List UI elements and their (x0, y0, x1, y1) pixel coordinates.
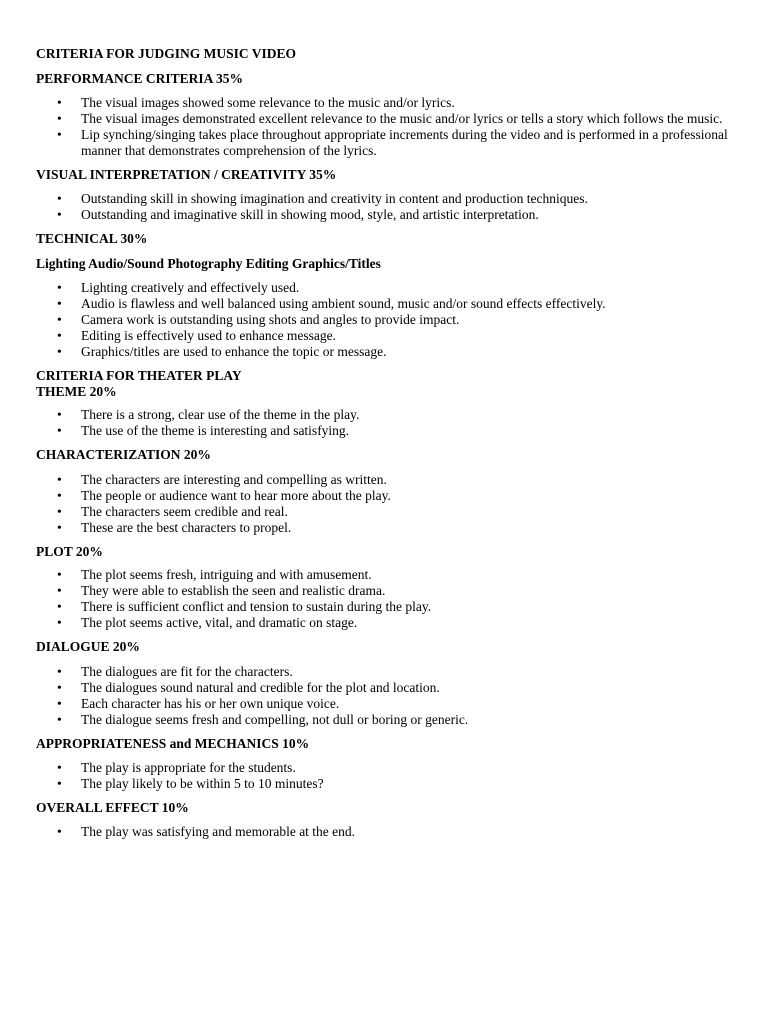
list-item-text: Outstanding and imaginative skill in showing mood, style, and artistic interpretation. (81, 207, 539, 222)
list-item-text: Graphics/titles are used to enhance the topic or message. (81, 344, 387, 359)
list-item (36, 407, 728, 423)
list-item (36, 111, 728, 127)
bullet-icon: • (57, 712, 62, 727)
bullet-list (36, 407, 728, 439)
bullet-icon: • (57, 680, 62, 695)
bullet-list (36, 191, 728, 223)
section-characterization (36, 447, 728, 536)
list-item (36, 312, 728, 328)
list-item-text: The play likely to be within 5 to 10 minutes? (81, 776, 324, 791)
list-item-text: The dialogue seems fresh and compelling, not dull or boring or generic. (81, 712, 469, 727)
list-item (36, 95, 728, 111)
list-item-text: The visual images showed some relevance to the music and/or lyrics. (81, 95, 455, 110)
bullet-icon: • (57, 520, 62, 535)
list-item (36, 127, 728, 159)
list-item (36, 207, 728, 223)
bullet-icon: • (57, 504, 62, 519)
bullet-icon: • (57, 472, 62, 487)
list-item-text: Outstanding skill in showing imagination and creativity in content and production techniques. (81, 191, 588, 206)
section-plot (36, 544, 728, 631)
bullet-icon: • (57, 760, 62, 775)
bullet-list (36, 95, 728, 159)
list-item-text: Audio is flawless and well balanced using ambient sound, music and/or sound effects effectively. (81, 296, 606, 311)
list-item (36, 824, 728, 840)
list-item-text: Each character has his or her own unique voice. (81, 696, 340, 711)
list-item-text: There is a strong, clear use of the theme in the play. (81, 407, 360, 422)
bullet-icon: • (57, 312, 62, 327)
list-item (36, 280, 728, 296)
section-subheading: Lighting Audio/Sound Photography Editing Graphics/Titles (36, 256, 381, 271)
section-technical (36, 231, 728, 360)
section-heading: APPROPRIATENESS and MECHANICS 10% (36, 736, 310, 751)
bullet-list (36, 472, 728, 536)
bullet-list (36, 567, 728, 631)
bullet-icon: • (57, 207, 62, 222)
bullet-icon: • (57, 615, 62, 630)
list-item (36, 296, 728, 312)
section-heading: DIALOGUE 20% (36, 639, 140, 654)
list-item (36, 615, 728, 631)
list-item-text: The visual images demonstrated excellent relevance to the music and/or lyrics or tells a story which follows the music. (81, 111, 723, 126)
list-item (36, 520, 728, 536)
list-item-text: Lip synching/singing takes place throughout appropriate increments during the video and is performed in a professional manner that demonstrates comprehension of the lyrics. (81, 127, 728, 158)
bullet-icon: • (57, 599, 62, 614)
list-item (36, 696, 728, 712)
section-heading: TECHNICAL 30% (36, 231, 148, 246)
bullet-list (36, 280, 728, 360)
section-heading: OVERALL EFFECT 10% (36, 800, 189, 815)
bullet-icon: • (57, 696, 62, 711)
bullet-icon: • (57, 191, 62, 206)
bullet-icon: • (57, 776, 62, 791)
bullet-icon: • (57, 488, 62, 503)
list-item-text: The use of the theme is interesting and satisfying. (81, 423, 350, 438)
list-item-text: The people or audience want to hear more about the play. (81, 488, 391, 503)
bullet-list (36, 824, 728, 840)
bullet-icon: • (57, 407, 62, 422)
bullet-icon: • (57, 664, 62, 679)
section-appropriateness (36, 736, 728, 792)
list-item-text: These are the best characters to propel. (81, 520, 292, 535)
section-dialogue (36, 639, 728, 728)
bullet-icon: • (57, 280, 62, 295)
section-overall-effect (36, 800, 728, 840)
theater-title: CRITERIA FOR THEATER PLAY (36, 368, 242, 383)
section-heading: PERFORMANCE CRITERIA 35% (36, 71, 244, 86)
list-item (36, 712, 728, 728)
list-item (36, 472, 728, 488)
list-item-text: Editing is effectively used to enhance message. (81, 328, 337, 343)
section-heading: PLOT 20% (36, 544, 103, 559)
list-item-text: The dialogues sound natural and credible for the plot and location. (81, 680, 440, 695)
list-item (36, 776, 728, 792)
section-heading: CHARACTERIZATION 20% (36, 447, 211, 462)
bullet-icon: • (57, 111, 62, 126)
bullet-icon: • (57, 328, 62, 343)
bullet-icon: • (57, 583, 62, 598)
section-heading: THEME 20% (36, 384, 117, 399)
list-item-text: The play is appropriate for the students. (81, 760, 296, 775)
list-item (36, 328, 728, 344)
list-item-text: They were able to establish the seen and realistic drama. (81, 583, 386, 598)
bullet-icon: • (57, 567, 62, 582)
list-item (36, 504, 728, 520)
list-item (36, 680, 728, 696)
list-item-text: Camera work is outstanding using shots and angles to provide impact. (81, 312, 460, 327)
bullet-icon: • (57, 95, 62, 110)
bullet-list (36, 664, 728, 728)
list-item-text: There is sufficient conflict and tension to sustain during the play. (81, 599, 432, 614)
list-item (36, 599, 728, 615)
section-heading: VISUAL INTERPRETATION / CREATIVITY 35% (36, 167, 337, 182)
list-item-text: The characters seem credible and real. (81, 504, 288, 519)
list-item (36, 344, 728, 360)
section-visual-interpretation (36, 167, 728, 223)
list-item (36, 488, 728, 504)
list-item (36, 760, 728, 776)
bullet-icon: • (57, 127, 62, 142)
list-item (36, 664, 728, 680)
list-item-text: The plot seems active, vital, and dramatic on stage. (81, 615, 358, 630)
document-title: CRITERIA FOR JUDGING MUSIC VIDEO (36, 46, 297, 61)
list-item-text: The dialogues are fit for the characters. (81, 664, 293, 679)
bullet-icon: • (57, 824, 62, 839)
section-theme (36, 384, 728, 439)
list-item-text: Lighting creatively and effectively used. (81, 280, 300, 295)
list-item (36, 583, 728, 599)
list-item (36, 567, 728, 583)
list-item-text: The plot seems fresh, intriguing and with amusement. (81, 567, 372, 582)
list-item (36, 423, 728, 439)
list-item-text: The characters are interesting and compelling as written. (81, 472, 387, 487)
bullet-list (36, 760, 728, 792)
bullet-icon: • (57, 423, 62, 438)
bullet-icon: • (57, 296, 62, 311)
list-item (36, 191, 728, 207)
section-performance (36, 71, 728, 159)
bullet-icon: • (57, 344, 62, 359)
list-item-text: The play was satisfying and memorable at the end. (81, 824, 356, 839)
